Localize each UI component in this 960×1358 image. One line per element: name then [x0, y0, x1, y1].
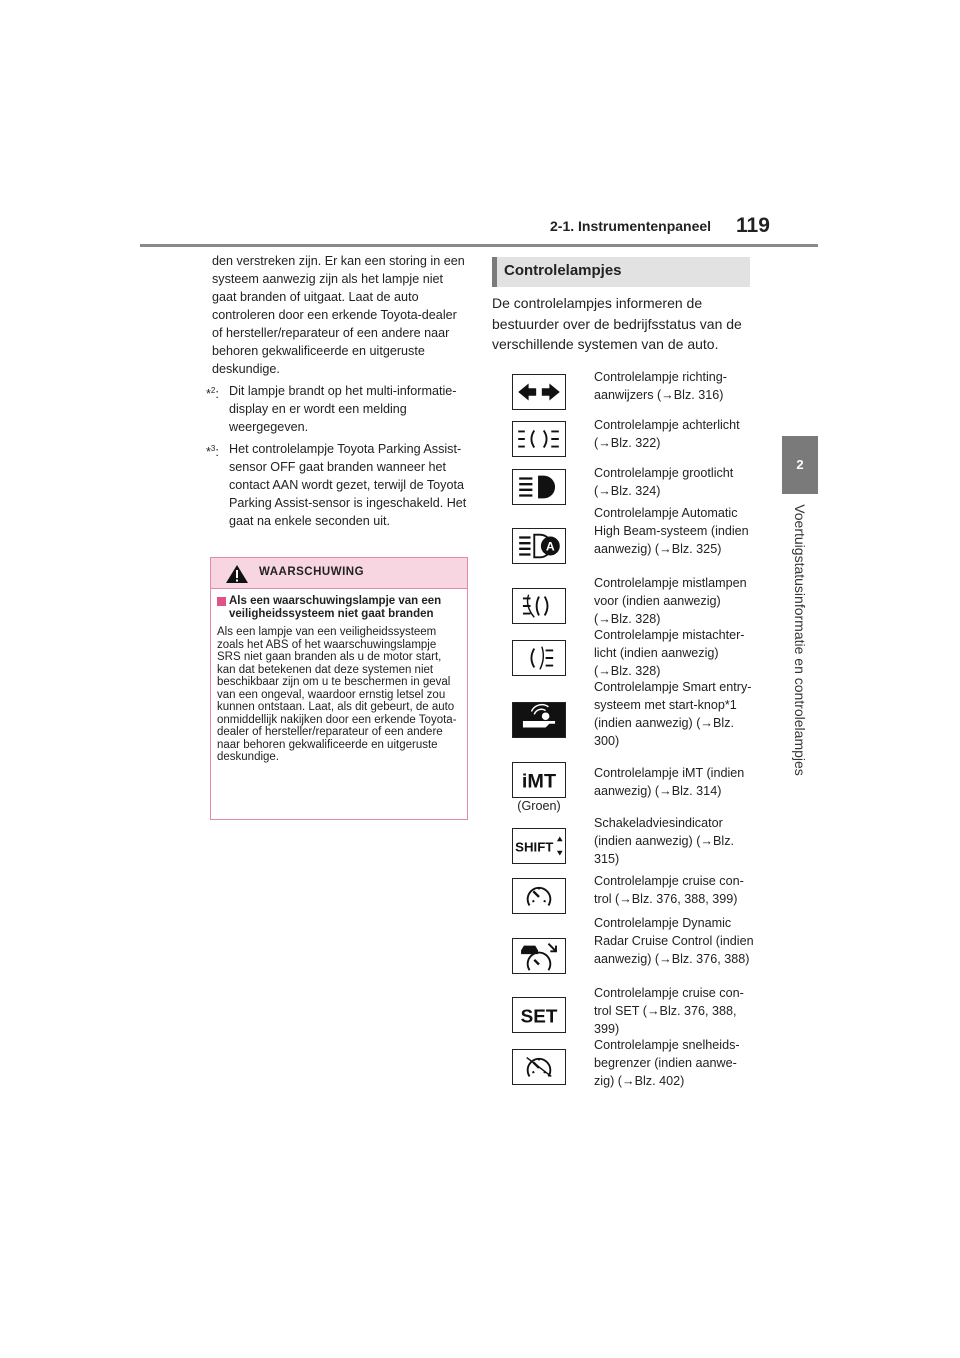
chapter-title: Voertuigstatusinformatie en controlelampjes	[792, 504, 808, 776]
controls-intro: De controlelampjes informeren de bestuurder over de bedrijfsstatus van de verschillende systemen van de auto.	[492, 295, 742, 352]
auto-high-beam-icon	[512, 528, 566, 564]
indicator-label: Controlelampje mistlampen voor (indien aanwezig) (→Blz. 328)	[594, 576, 747, 626]
icon-caption: (Groen)	[517, 799, 561, 813]
indicator-label: Controlelampje mistachter-licht (indien aanwezig) (→Blz. 328)	[594, 628, 745, 678]
section-bar-accent	[492, 257, 497, 287]
dynamic-radar-cruise-icon	[512, 938, 566, 974]
indicator-label: Controlelampje snelheids-begrenzer (indien aanwe-zig) (→Blz. 402)	[594, 1038, 740, 1088]
cruise-set-icon	[512, 997, 566, 1033]
speed-limiter-icon	[512, 1049, 566, 1085]
warning-box	[210, 557, 468, 820]
indicator-label: Controlelampje richting-aanwijzers (→Blz. 316)	[594, 370, 727, 402]
section-label: 2-1. Instrumentenpaneel	[550, 218, 712, 234]
continued-paragraph: den verstreken zijn. Er kan een storing in een systeem aanwezig zijn als het lampje niet gaat branden of uitgaat. Laat de auto controleren door een erkende Toyota-dealer of hersteller/reparateur of een andere naar behoren gekwalificeerde en uitgeruste deskundige.	[212, 254, 465, 376]
indicator-label: Controlelampje Smart entry-systeem met start-knop*1 (indien aanwezig) (→Blz. 300)	[594, 680, 752, 748]
tail-light-icon	[512, 421, 566, 457]
indicator-label: Controlelampje achterlicht (→Blz. 322)	[594, 418, 740, 450]
indicator-label: Controlelampje Automatic High Beam-systeem (indien aanwezig) (→Blz. 325)	[594, 506, 749, 556]
warning-body: Als een lampje van een veiligheidssysteem zoals het ABS of het waarschuwingslampje SRS niet gaan branden als u de motor start, kan dat betekenen dat deze systemen niet beschikbaar zijn om u te beschermen in geval van een ongeval, waardoor ernstig letsel zou kunnen ontstaan. Laat, als dit gebeurt, de auto onmiddellijk nakijken door een erkende Toyota-dealer of hersteller/reparateur of een andere naar behoren gekwalificeerde en uitgeruste deskundige.	[217, 626, 457, 763]
indicator-label: Controlelampje cruise con-trol SET (→Blz. 376, 388, 399)	[594, 986, 744, 1036]
warning-title: WAARSCHUWING	[259, 566, 365, 578]
rear-fog-light-icon	[512, 640, 566, 676]
svg-text:SHIFT: SHIFT	[515, 839, 554, 855]
imt-icon	[512, 762, 566, 798]
chapter-side-title	[780, 505, 820, 775]
smart-entry-icon	[512, 702, 566, 738]
warning-subtitle: Als een waarschuwingslampje van een veiligheidssysteem niet gaat branden	[217, 595, 459, 620]
header-divider	[140, 244, 818, 247]
indicator-label: Schakeladviesindicator (indien aanwezig) (→Blz. 315)	[594, 816, 734, 866]
warning-triangle-icon	[225, 564, 249, 584]
footnote-2: *$^2$: Dit lampje brandt op het multi-informatie-display en er wordt een melding weergegeven.	[206, 384, 457, 434]
indicator-label: Controlelampje cruise con-trol (→Blz. 376, 388, 399)	[594, 874, 744, 906]
cruise-control-icon	[512, 878, 566, 914]
high-beam-icon	[512, 469, 566, 505]
turn-signal-icon	[512, 374, 566, 410]
svg-text:A: A	[545, 539, 555, 554]
svg-text:iMT: iMT	[521, 770, 557, 793]
left-column	[206, 252, 470, 530]
front-fog-light-icon	[512, 588, 566, 624]
footnote-3: *$^3$: Het controlelampje Toyota Parking Assist-sensor OFF gaat branden wanneer het contact AAN wordt gezet, terwijl de Toyota Parking Assist-sensor is ingeschakeld. Het gaat na enkele seconden uit.	[206, 442, 467, 528]
page-number: 119	[736, 214, 770, 237]
svg-text:SET: SET	[520, 1006, 558, 1028]
indicator-label: Controlelampje grootlicht (→Blz. 324)	[594, 466, 734, 498]
controls-title: Controlelampjes	[504, 262, 622, 279]
indicator-label: Controlelampje iMT (indien aanwezig) (→Blz. 314)	[594, 766, 745, 798]
warning-header	[211, 558, 467, 589]
controls-section-bar	[492, 257, 750, 287]
chapter-tab: 2	[782, 436, 818, 494]
bullet-square-icon	[217, 597, 226, 606]
indicator-label: Controlelampje Dynamic Radar Cruise Control (indien aanwezig) (→Blz. 376, 388)	[594, 916, 754, 966]
shift-indicator-icon	[512, 828, 566, 864]
footnote-mark: *$^2$:	[206, 386, 219, 402]
footnote-mark: *$^3$:	[206, 444, 219, 460]
